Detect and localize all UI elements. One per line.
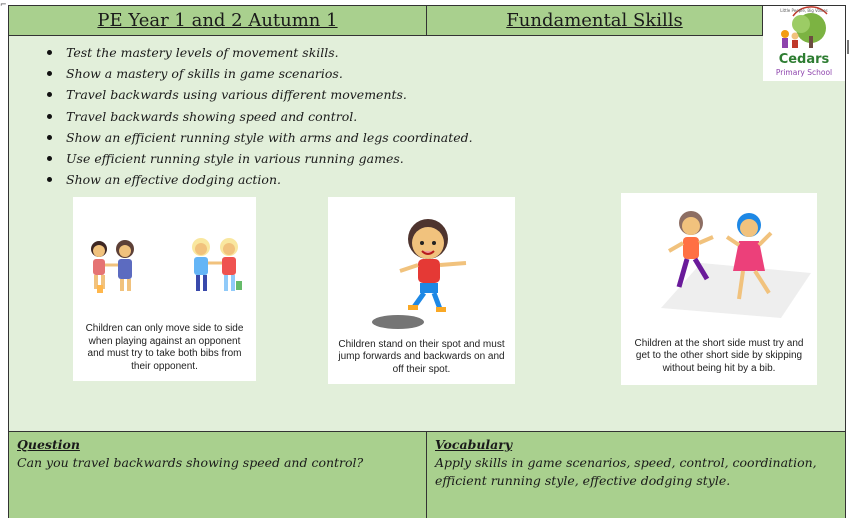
question-title: Question <box>17 437 80 452</box>
child-jumping-illustration <box>328 197 515 337</box>
school-logo <box>763 6 845 81</box>
objective-item: Show an effective dodging action. <box>47 169 473 190</box>
question-text: Can you travel backwards showing speed and control? <box>17 455 364 470</box>
logo-name: Cedars <box>778 52 830 67</box>
margin-marker <box>847 40 849 54</box>
vocabulary-section <box>427 431 845 518</box>
objective-item: Show a mastery of skills in game scenarios. <box>47 63 473 84</box>
activity-card-jumping <box>328 197 515 384</box>
objective-item: Test the mastery levels of movement skills. <box>47 42 473 63</box>
children-skipping-illustration <box>621 193 817 328</box>
vocabulary-text: Apply skills in game scenarios, speed, control, coordination, efficient running style, effective dodging style. <box>435 455 817 488</box>
logo-subtitle: Primary School <box>775 68 833 77</box>
card-caption: Children at the short side must try and get to the other short side by skipping without being hit by a bib. <box>634 337 804 374</box>
card-caption: Children can only move side to side when playing against an opponent and must try to take both bibs from their opponent. <box>85 323 244 372</box>
objective-item: Use efficient running style in various running games. <box>47 148 473 169</box>
children-holding-hands-illustration <box>73 197 256 317</box>
question-section <box>9 431 427 518</box>
objectives-list <box>47 42 473 190</box>
logo-tagline: Little People, Big Voices <box>780 8 828 13</box>
unit-title: PE Year 1 and 2 Autumn 1 <box>9 6 427 36</box>
vocabulary-title: Vocabulary <box>435 437 513 452</box>
page-corner-mark: ⌐ <box>0 0 7 9</box>
topic-title: Fundamental Skills <box>427 6 763 36</box>
objective-item: Travel backwards using various different movements. <box>47 84 473 105</box>
card-caption: Children stand on their spot and must jump forwards and backwards on and off their spot. <box>338 338 505 375</box>
objective-item: Show an efficient running style with arms and legs coordinated. <box>47 127 473 148</box>
activity-card-side-to-side <box>73 197 256 381</box>
planning-sheet <box>8 5 846 518</box>
objective-item: Travel backwards showing speed and control. <box>47 106 473 127</box>
activity-card-skipping <box>621 193 817 385</box>
